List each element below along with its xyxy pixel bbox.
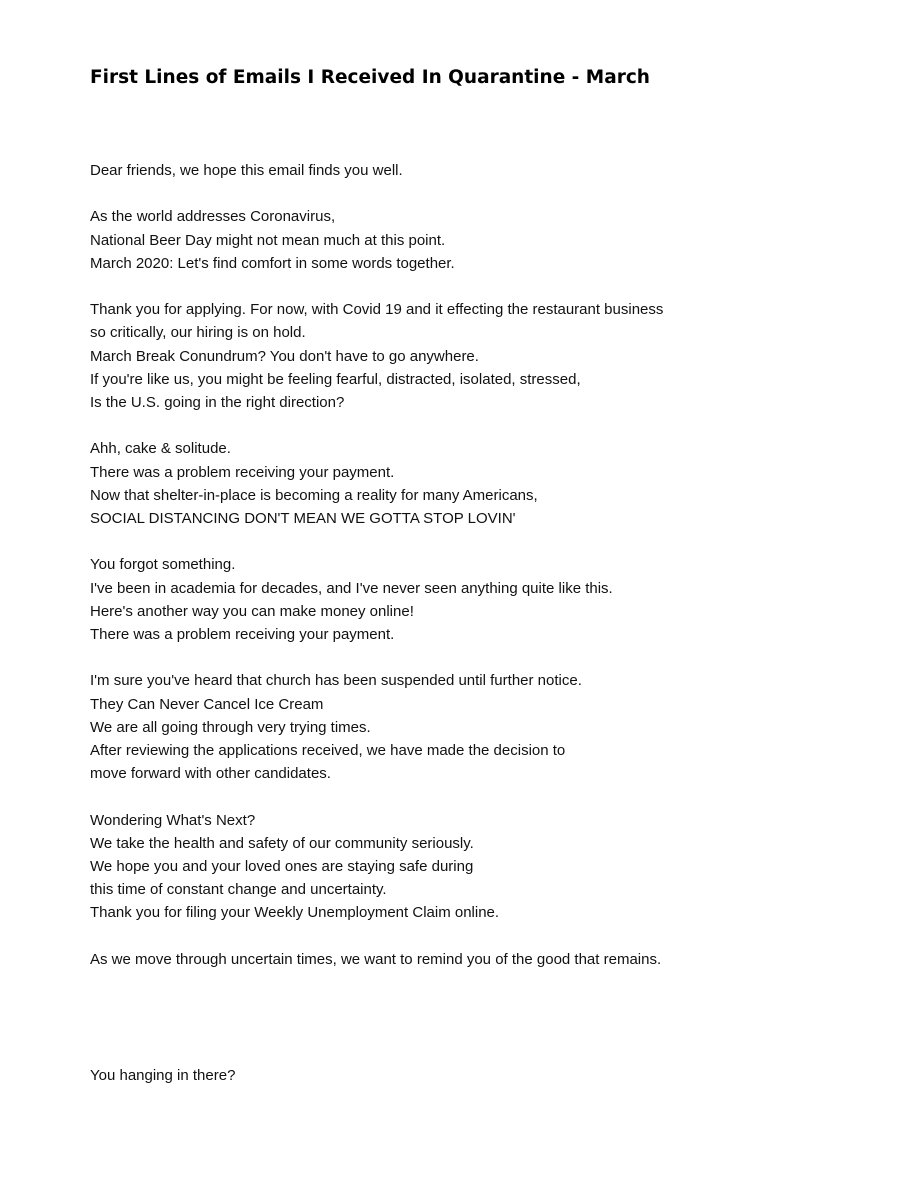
poem-line: Here's another way you can make money online! <box>90 602 414 620</box>
stanza <box>90 669 870 785</box>
poem-line: Thank you for filing your Weekly Unemployment Claim online. <box>90 904 500 922</box>
poem-line: As the world addresses Coronavirus, <box>90 208 336 226</box>
poem-body <box>90 159 870 1087</box>
poem-line: move forward with other candidates. <box>90 765 331 783</box>
poem-line: Dear friends, we hope this email finds you well. <box>90 162 403 179</box>
poem-line: Ahh, cake & solitude. <box>90 440 231 458</box>
poem-line: Thank you for applying. For now, with Covid 19 and it effecting the restaurant business <box>90 301 664 319</box>
poem-line: We take the health and safety of our community seriously. <box>90 834 474 852</box>
poem-line: so critically, our hiring is on hold. <box>90 324 306 342</box>
poem-line: If you're like us, you might be feeling fearful, distracted, isolated, stressed, <box>90 370 581 388</box>
poem-line: We hope you and your loved ones are staying safe during <box>90 858 474 875</box>
stanza <box>90 948 870 971</box>
stanza <box>90 553 870 646</box>
poem-line: There was a problem receiving your payment. <box>90 626 395 643</box>
poem-line: We are all going through very trying times. <box>90 718 371 736</box>
stanza <box>90 437 870 530</box>
closing-line: You hanging in there? <box>90 1067 236 1085</box>
poem-line: I've been in academia for decades, and I've never seen anything quite like this. <box>90 579 613 597</box>
document-title: First Lines of Emails I Received In Quarantine - March <box>90 67 650 88</box>
poem-line: this time of constant change and uncertainty. <box>90 881 387 899</box>
poem-line: National Beer Day might not mean much at this point. <box>90 231 446 249</box>
poem-line: After reviewing the applications received, we have made the decision to <box>90 742 566 759</box>
poem-line: I'm sure you've heard that church has been suspended until further notice. <box>90 672 582 690</box>
blank-space <box>90 994 870 1064</box>
stanza <box>90 205 870 275</box>
poem-line: SOCIAL DISTANCING DON'T MEAN WE GOTTA STOP LOVIN' <box>90 510 516 527</box>
stanza <box>90 298 870 414</box>
poem-line: March Break Conundrum? You don't have to go anywhere. <box>90 347 479 365</box>
poem-line: March 2020: Let's find comfort in some words together. <box>90 254 455 272</box>
poem-line: As we move through uncertain times, we want to remind you of the good that remains. <box>90 950 662 968</box>
stanza <box>90 159 870 182</box>
poem-line: Now that shelter-in-place is becoming a reality for many Americans, <box>90 486 538 504</box>
poem-line: You forgot something. <box>90 556 236 574</box>
poem-line: They Can Never Cancel Ice Cream <box>90 695 324 713</box>
stanza <box>90 809 870 925</box>
poem-line: There was a problem receiving your payment. <box>90 463 395 481</box>
poem-line: Wondering What's Next? <box>90 811 256 829</box>
poem-line: Is the U.S. going in the right direction? <box>90 394 345 411</box>
